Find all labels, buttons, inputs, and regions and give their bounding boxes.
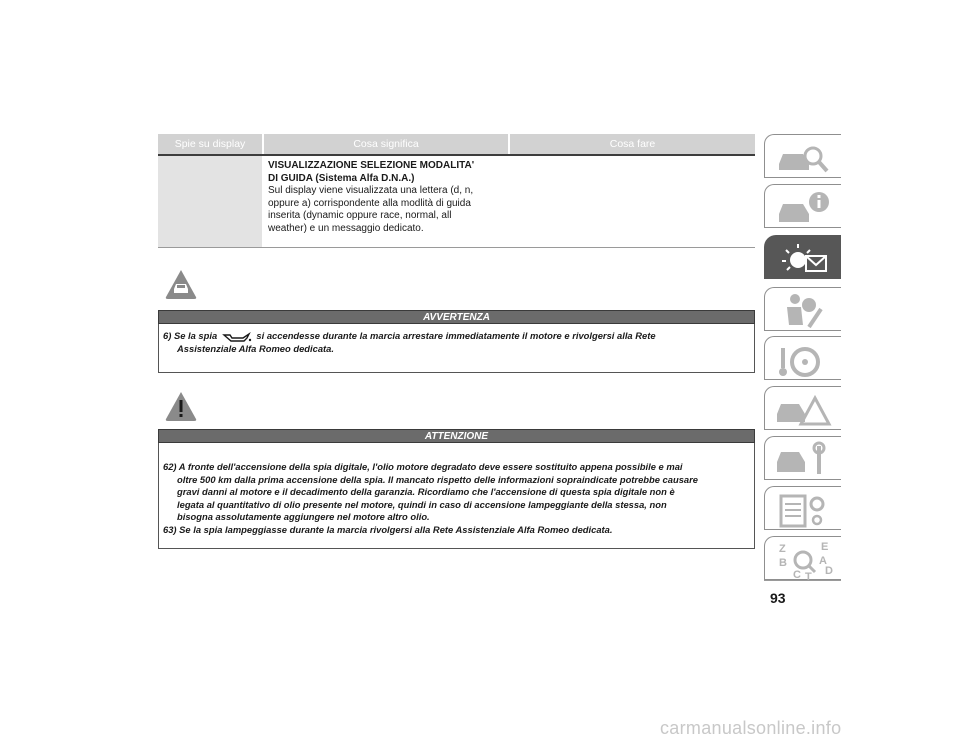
exclamation-warning-triangle-icon	[164, 390, 198, 422]
specs-list-gear-icon	[773, 490, 835, 530]
car-emergency-triangle-icon	[773, 390, 835, 430]
avvertenza-banner: AVVERTENZA	[158, 310, 755, 324]
steering-wheel-key-icon	[773, 340, 835, 380]
nav-tab-maintenance[interactable]	[764, 436, 841, 480]
avvertenza-note-mid: si accendesse durante la marcia arrestare immediatamente il motore e rivolgersi alla Rete	[256, 330, 656, 341]
index-letter: C	[793, 569, 801, 580]
page-number: 93	[770, 590, 786, 606]
row-body-line: Sul display viene visualizzata una lettera (d, n,	[268, 185, 474, 196]
avvertenza-box	[158, 324, 755, 373]
attenzione-box	[158, 443, 755, 549]
car-tools-icon	[773, 440, 835, 480]
action-cell	[508, 156, 753, 247]
note-62-line: legata al quantitativo di olio presente nel motore, quindi in caso di accensione lampeggiante della stessa, non	[177, 498, 667, 510]
alphabetical-index-icon	[773, 540, 835, 580]
airbag-person-icon	[773, 291, 835, 331]
warning-light-message-icon	[772, 238, 834, 278]
index-letter: B	[779, 557, 787, 569]
oil-can-icon	[222, 332, 252, 342]
row-body-line: inserita (dynamic oppure race, normal, all	[268, 210, 452, 221]
nav-tab-driving[interactable]	[764, 336, 841, 380]
row-title-line1: VISUALIZZAZIONE SELEZIONE MODALITA'	[268, 160, 475, 171]
index-letter: Z	[779, 543, 786, 555]
avvertenza-note-start: 6) Se la spia	[163, 330, 218, 341]
note-62-line: bisogna assolutamente aggiungere nel motore altro olio.	[177, 511, 430, 523]
index-letter: T	[805, 571, 812, 580]
nav-tab-car-search[interactable]	[764, 134, 841, 178]
header-spie: Spie su display	[158, 134, 262, 154]
note-62-line: 62) A fronte dell'accensione della spia digitale, l'olio motore degradato deve essere sostituito appena possibile e mai	[163, 461, 683, 472]
car-warning-triangle-icon	[164, 268, 198, 300]
index-letter: E	[821, 541, 829, 553]
watermark: carmanualsonline.info	[660, 718, 842, 738]
table-header	[158, 134, 755, 156]
car-search-icon	[773, 138, 835, 178]
header-fare: Cosa fare	[510, 134, 755, 154]
car-info-icon	[773, 188, 835, 228]
nav-tab-index[interactable]	[764, 536, 841, 580]
nav-tab-car-info[interactable]	[764, 184, 841, 228]
attenzione-banner: ATTENZIONE	[158, 429, 755, 443]
nav-bottom-divider	[764, 580, 841, 581]
header-significa: Cosa significa	[264, 134, 508, 154]
table-row	[158, 156, 755, 248]
row-body-line: oppure a) corrispondente alla modlità di guida	[268, 197, 471, 209]
nav-tab-warning-lights[interactable]	[764, 235, 841, 279]
row-body-line: weather) e un messaggio dedicato.	[268, 222, 424, 234]
attenzione-note-63: 63) Se la spia lampeggiasse durante la marcia rivolgersi alla Rete Assistenziale Alfa Romeo dedicata.	[163, 523, 613, 535]
display-cell	[158, 156, 262, 247]
row-title-line2: DI GUIDA (Sistema Alfa D.N.A.)	[268, 172, 415, 184]
note-62-line: oltre 500 km dalla prima accensione della spia. Il mancato rispetto delle informazioni sopraindicate potrebbe causare	[177, 473, 699, 485]
nav-tab-safety[interactable]	[764, 287, 841, 331]
meaning-cell	[264, 156, 508, 247]
index-letter: A	[819, 555, 827, 567]
avvertenza-note-end: Assistenziale Alfa Romeo dedicata.	[177, 342, 334, 354]
avvertenza-note	[163, 330, 748, 355]
nav-tab-specs[interactable]	[764, 486, 841, 530]
note-62-line: gravi danni al motore e il decadimento della garanzia. Ricordiamo che l'accensione di questa spia digitale non è	[177, 486, 675, 498]
index-letter: D	[825, 565, 833, 577]
attenzione-note-62	[163, 461, 748, 524]
nav-tab-emergency[interactable]	[764, 386, 841, 430]
